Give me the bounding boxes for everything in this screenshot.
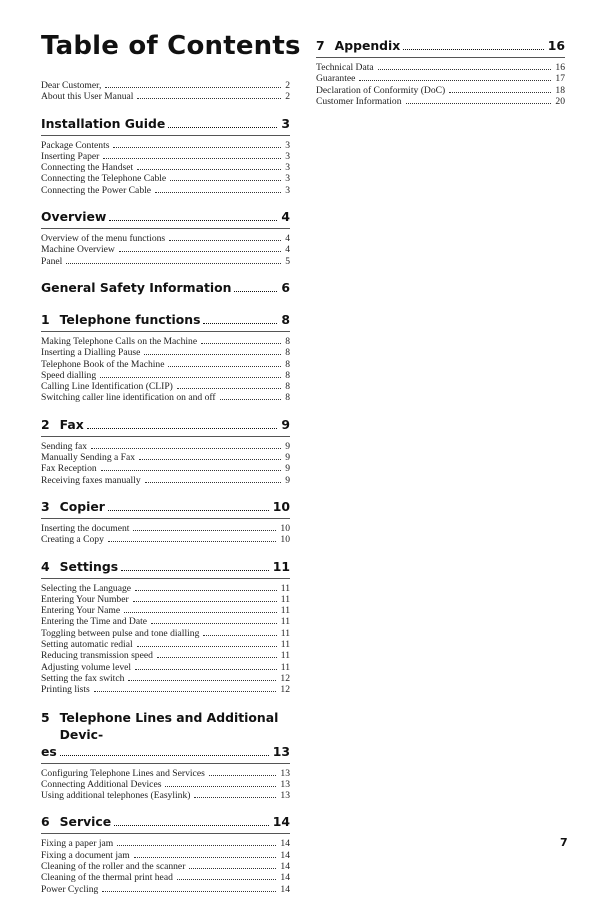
toc-entry-page: 8 — [285, 381, 290, 393]
toc-heading-lines[interactable] — [41, 709, 290, 764]
toc-entry-page: 2 — [285, 80, 290, 91]
toc-entry-page: 3 — [285, 150, 290, 162]
toc-entry-page: 8 — [285, 392, 290, 404]
toc-entry-page: 9 — [285, 440, 290, 452]
toc-entry[interactable] — [316, 62, 565, 73]
toc-heading-appendix[interactable] — [316, 38, 565, 58]
toc-entry-label: About this User Manual — [41, 91, 134, 103]
toc-entry-page: 11 — [280, 582, 290, 594]
toc-entry-page: 13 — [280, 790, 290, 802]
toc-entry-page: 11 — [280, 627, 290, 639]
toc-heading-label: Installation Guide — [41, 115, 166, 131]
toc-entry-label: Overview of the menu functions — [41, 233, 166, 245]
toc-entry-label: Connecting the Telephone Cable — [41, 173, 167, 185]
toc-entry[interactable] — [41, 475, 290, 486]
toc-heading-settings[interactable] — [41, 559, 290, 579]
toc-entry-label: Connecting the Power Cable — [41, 184, 152, 196]
toc-entry[interactable] — [41, 463, 290, 474]
dot-leader — [101, 470, 282, 471]
dot-leader — [133, 601, 277, 602]
dot-leader — [165, 786, 276, 787]
toc-entry-page: 3 — [285, 173, 290, 185]
toc-entry[interactable] — [41, 639, 290, 650]
toc-entry-page: 9 — [285, 452, 290, 464]
dot-leader — [201, 343, 281, 344]
dot-leader — [359, 80, 551, 81]
chapter-number: 7 — [316, 38, 325, 53]
dot-leader — [119, 251, 281, 252]
toc-section-telephone — [41, 312, 290, 404]
toc-entry[interactable] — [41, 650, 290, 661]
toc-heading-service[interactable] — [41, 814, 290, 834]
page-number: 7 — [560, 836, 568, 849]
dot-leader — [108, 510, 269, 511]
dot-leader — [169, 240, 281, 241]
toc-entry-label: Power Cycling — [41, 883, 99, 895]
toc-heading-overview[interactable] — [41, 209, 290, 229]
toc-entry-label: Inserting a Dialling Pause — [41, 347, 141, 359]
dot-leader — [151, 623, 277, 624]
dot-leader — [157, 657, 277, 658]
toc-section-installation — [41, 116, 290, 196]
dot-leader — [403, 49, 543, 50]
dot-leader — [378, 69, 552, 70]
toc-entry[interactable] — [41, 244, 290, 255]
toc-heading-label: Telephone Lines and Additional Devic- — [59, 709, 279, 742]
toc-heading-safety[interactable] — [41, 280, 290, 299]
dot-leader — [121, 570, 269, 571]
toc-entry-label: Entering the Time and Date — [41, 616, 148, 628]
toc-entry-page: 10 — [280, 534, 290, 546]
toc-entry-label: Cleaning of the thermal print head — [41, 872, 173, 884]
chapter-number: 3 — [41, 498, 50, 514]
toc-entry-page: 18 — [555, 84, 565, 96]
toc-entry-page: 14 — [280, 872, 290, 884]
toc-entry-label: Fixing a document jam — [41, 849, 130, 861]
toc-entry-label: Selecting the Language — [41, 582, 132, 594]
toc-entry-page: 14 — [280, 838, 290, 850]
toc-entry-label: Calling Line Identification (CLIP) — [41, 381, 173, 393]
toc-heading-page: 14 — [272, 814, 290, 830]
toc-entry-label: Guarantee — [316, 73, 356, 85]
toc-entry-label: Setting the fax switch — [41, 672, 125, 684]
toc-entry-page: 14 — [280, 849, 290, 861]
toc-entry-label: Inserting the document — [41, 522, 130, 534]
toc-entry-page: 13 — [280, 778, 290, 790]
toc-entry-label: Sending fax — [41, 440, 88, 452]
toc-entry[interactable] — [41, 336, 290, 347]
toc-entry-page: 17 — [555, 73, 565, 85]
toc-entry-label: Printing lists — [41, 684, 90, 696]
toc-heading-page: 16 — [547, 38, 565, 53]
dot-leader — [177, 879, 277, 880]
toc-section-lines — [41, 709, 290, 802]
toc-entry-label: Switching caller line identification on and off — [41, 392, 216, 404]
toc-entry-page: 13 — [280, 767, 290, 779]
dot-leader — [100, 377, 281, 378]
dot-leader — [137, 98, 281, 99]
toc-entry-page: 3 — [285, 162, 290, 174]
toc-section-service — [41, 814, 290, 894]
dot-leader — [124, 612, 277, 613]
toc-entry[interactable] — [41, 872, 290, 883]
toc-heading-telephone[interactable] — [41, 312, 290, 332]
toc-entry-label: Panel — [41, 255, 63, 267]
dot-leader — [134, 857, 277, 858]
toc-entry-page: 8 — [285, 358, 290, 370]
toc-entry-page: 8 — [285, 347, 290, 359]
toc-entry-page: 11 — [280, 639, 290, 651]
toc-entry-label: Entering Your Number — [41, 593, 129, 605]
toc-entry[interactable] — [41, 838, 290, 849]
toc-entry-page: 20 — [555, 95, 565, 107]
toc-entry[interactable] — [41, 662, 290, 673]
toc-heading-page: 3 — [281, 115, 290, 131]
toc-heading-copier[interactable] — [41, 499, 290, 519]
toc-section-safety — [41, 280, 290, 299]
toc-entry[interactable] — [41, 684, 290, 695]
dot-leader — [220, 399, 282, 400]
dot-leader — [144, 354, 281, 355]
dot-leader — [109, 220, 277, 221]
toc-entry-page: 11 — [280, 661, 290, 673]
dot-leader — [135, 669, 277, 670]
toc-heading-label: Settings — [59, 558, 119, 574]
toc-entry[interactable] — [41, 233, 290, 244]
toc-entry-page: 14 — [280, 860, 290, 872]
toc-entry-page: 9 — [285, 474, 290, 486]
dot-leader — [203, 635, 276, 636]
dot-leader — [87, 428, 278, 429]
toc-entry[interactable] — [41, 884, 290, 895]
toc-heading-page: 8 — [281, 311, 290, 327]
dot-leader — [137, 646, 277, 647]
toc-heading-label-continued: es — [41, 743, 57, 759]
toc-heading-label: Copier — [59, 498, 105, 514]
toc-heading-label: General Safety Information — [41, 279, 232, 295]
toc-entry[interactable] — [41, 605, 290, 616]
toc-entry-page: 3 — [285, 184, 290, 196]
toc-entry-label: Dear Customer, — [41, 80, 102, 91]
toc-heading-page: 11 — [272, 558, 290, 574]
toc-entry[interactable] — [41, 162, 290, 173]
dot-leader — [406, 103, 552, 104]
dot-leader — [60, 755, 269, 756]
toc-intro-section — [41, 80, 290, 103]
toc-entry-label: Using additional telephones (Easylink) — [41, 790, 191, 802]
page-title: Table of Contents — [41, 31, 301, 61]
toc-entry-label: Entering Your Name — [41, 605, 121, 617]
toc-entry[interactable] — [316, 96, 565, 107]
toc-section-appendix — [316, 38, 565, 107]
toc-section-settings — [41, 559, 290, 696]
toc-entry[interactable] — [41, 850, 290, 861]
dot-leader — [137, 169, 281, 170]
toc-entry-page: 10 — [280, 522, 290, 534]
toc-entry-label: Connecting the Handset — [41, 162, 134, 174]
toc-entry-page: 5 — [285, 255, 290, 267]
toc-entry[interactable] — [41, 347, 290, 358]
toc-entry[interactable] — [41, 861, 290, 872]
chapter-number: 4 — [41, 558, 50, 574]
toc-entry-page: 11 — [280, 650, 290, 662]
toc-entry-label: Creating a Copy — [41, 534, 104, 546]
toc-entry[interactable] — [41, 523, 290, 534]
toc-entry[interactable] — [41, 768, 290, 779]
toc-entry-page: 8 — [285, 335, 290, 347]
dot-leader — [145, 482, 282, 483]
toc-entry[interactable] — [41, 381, 290, 392]
toc-heading-label: Fax — [59, 416, 84, 432]
toc-heading-installation[interactable] — [41, 116, 290, 136]
toc-entry-label: Configuring Telephone Lines and Services — [41, 767, 205, 779]
dot-leader — [203, 323, 277, 324]
toc-heading-label: Overview — [41, 209, 107, 225]
dot-leader — [139, 459, 281, 460]
toc-entry-label: Inserting Paper — [41, 150, 100, 162]
dot-leader — [91, 448, 281, 449]
toc-entry-label: Package Contents — [41, 139, 110, 151]
toc-heading-page: 9 — [281, 416, 290, 432]
toc-entry[interactable] — [41, 673, 290, 684]
dot-leader — [103, 158, 281, 159]
dot-leader — [128, 680, 276, 681]
toc-entry-page: 9 — [285, 463, 290, 475]
toc-heading-page: 4 — [281, 209, 290, 225]
dot-leader — [177, 388, 281, 389]
chapter-number: 6 — [41, 814, 50, 830]
toc-entry[interactable] — [41, 628, 290, 639]
toc-entry[interactable] — [41, 790, 290, 801]
toc-entry-label: Adjusting volume level — [41, 661, 132, 673]
toc-entry[interactable] — [41, 80, 290, 91]
toc-entry-label: Connecting Additional Devices — [41, 778, 162, 790]
toc-heading-page: 10 — [272, 498, 290, 514]
toc-entry-label: Declaration of Conformity (DoC) — [316, 84, 446, 96]
toc-entry[interactable] — [41, 594, 290, 605]
toc-entry-page: 12 — [280, 684, 290, 696]
dot-leader — [105, 87, 281, 88]
dot-leader — [133, 530, 276, 531]
toc-entry[interactable] — [41, 256, 290, 267]
toc-entry-page: 11 — [280, 605, 290, 617]
toc-entry[interactable] — [41, 779, 290, 790]
toc-left-column — [41, 80, 290, 908]
dot-leader — [66, 263, 281, 264]
toc-entry-label: Fixing a paper jam — [41, 838, 114, 850]
dot-leader — [170, 180, 281, 181]
toc-entry-page: 4 — [285, 233, 290, 245]
chapter-number: 2 — [41, 416, 50, 432]
toc-right-column — [316, 38, 565, 120]
toc-heading-page: 13 — [272, 743, 290, 759]
toc-entry[interactable] — [41, 534, 290, 545]
dot-leader — [209, 775, 277, 776]
toc-entry-page: 8 — [285, 369, 290, 381]
toc-entry[interactable] — [316, 85, 565, 96]
toc-entry-label: Manually Sending a Fax — [41, 452, 136, 464]
toc-entry-label: Reducing transmission speed — [41, 650, 153, 662]
toc-entry[interactable] — [41, 392, 290, 403]
toc-entry-label: Speed dialling — [41, 369, 97, 381]
toc-entry-page: 3 — [285, 139, 290, 151]
toc-section-overview — [41, 209, 290, 267]
toc-entry[interactable] — [41, 185, 290, 196]
toc-entry-label: Toggling between pulse and tone dialling — [41, 627, 200, 639]
toc-entry-page: 2 — [285, 91, 290, 103]
toc-entry-page: 12 — [280, 672, 290, 684]
toc-entry-page: 14 — [280, 883, 290, 895]
toc-entry[interactable] — [41, 173, 290, 184]
dot-leader — [135, 590, 277, 591]
toc-entry-page: 4 — [285, 244, 290, 256]
toc-entry[interactable] — [41, 452, 290, 463]
toc-entry-page: 11 — [280, 616, 290, 628]
dot-leader — [94, 691, 277, 692]
toc-entry-label: Making Telephone Calls on the Machine — [41, 335, 198, 347]
toc-entry-page: 11 — [280, 593, 290, 605]
dot-leader — [113, 147, 281, 148]
dot-leader — [168, 366, 281, 367]
dot-leader — [234, 291, 277, 292]
toc-entry-label: Telephone Book of the Machine — [41, 358, 165, 370]
toc-entry[interactable] — [41, 91, 290, 102]
toc-heading-fax[interactable] — [41, 417, 290, 437]
toc-entry[interactable] — [316, 73, 565, 84]
toc-heading-label: Appendix — [334, 38, 401, 53]
toc-entry[interactable] — [41, 151, 290, 162]
toc-entry[interactable] — [41, 616, 290, 627]
toc-entry-label: Fax Reception — [41, 463, 97, 475]
dot-leader — [102, 891, 276, 892]
dot-leader — [194, 797, 276, 798]
dot-leader — [155, 192, 281, 193]
dot-leader — [449, 92, 551, 93]
dot-leader — [117, 845, 276, 846]
toc-entry[interactable] — [41, 370, 290, 381]
toc-entry-label: Customer Information — [316, 95, 402, 107]
toc-entry-page: 16 — [555, 62, 565, 73]
toc-entry-label: Setting automatic redial — [41, 639, 133, 651]
toc-entry[interactable] — [41, 583, 290, 594]
toc-entry-label: Receiving faxes manually — [41, 474, 141, 486]
toc-heading-label: Service — [59, 814, 112, 830]
toc-heading-page: 6 — [281, 279, 290, 295]
dot-leader — [168, 127, 277, 128]
toc-entry[interactable] — [41, 140, 290, 151]
toc-entry[interactable] — [41, 359, 290, 370]
toc-heading-label: Telephone functions — [59, 311, 201, 327]
toc-entry[interactable] — [41, 441, 290, 452]
toc-section-fax — [41, 417, 290, 486]
chapter-number: 5 — [41, 709, 50, 725]
chapter-number: 1 — [41, 311, 50, 327]
dot-leader — [114, 825, 269, 826]
dot-leader — [108, 541, 277, 542]
toc-entry-label: Machine Overview — [41, 244, 115, 256]
toc-section-copier — [41, 499, 290, 546]
toc-entry-label: Technical Data — [316, 62, 374, 73]
toc-entry-label: Cleaning of the roller and the scanner — [41, 860, 186, 872]
